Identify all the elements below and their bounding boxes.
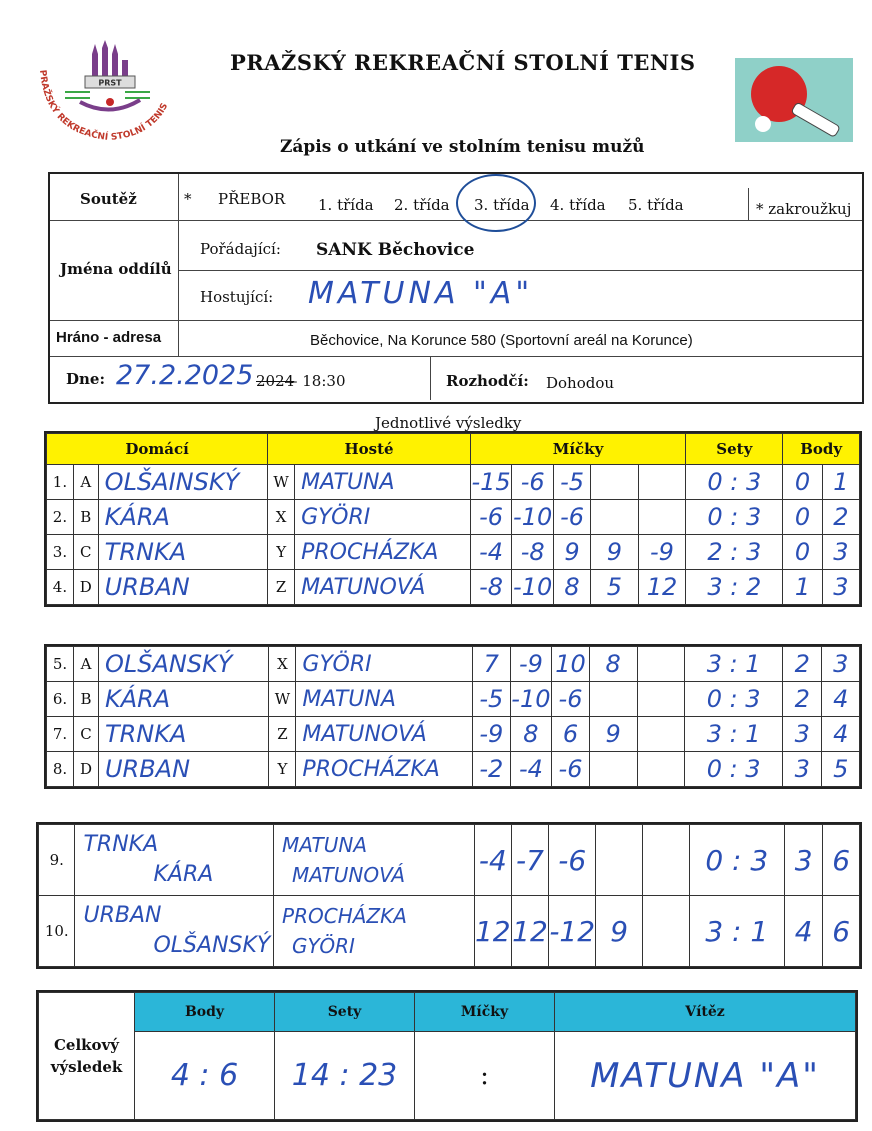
away-player: MATUNOVÁ — [295, 570, 471, 605]
ball-score: -8 — [470, 570, 512, 605]
sets-score: 0 : 3 — [686, 465, 783, 500]
level-4: 4. třída — [550, 196, 606, 214]
summary-label-line1: Celkový — [53, 1036, 119, 1054]
match-number: 4. — [47, 570, 74, 605]
away-pair-player-2: MATUNOVÁ — [292, 863, 406, 887]
match-number: 7. — [47, 717, 74, 752]
match-number: 1. — [47, 465, 74, 500]
home-slot: C — [74, 717, 99, 752]
date-label: Dne: — [66, 370, 105, 388]
summary-h-sety: Sety — [275, 993, 415, 1032]
points-away: 6 — [823, 825, 860, 896]
summary-micky: : — [415, 1032, 555, 1120]
sets-score: 3 : 1 — [685, 647, 783, 682]
ball-score: 9 — [591, 535, 639, 570]
sets-score: 0 : 3 — [689, 825, 784, 896]
home-player: KÁRA — [98, 682, 268, 717]
ball-score: -10 — [512, 570, 554, 605]
away-slot: W — [269, 682, 296, 717]
home-slot: D — [74, 752, 99, 787]
summary-label — [39, 993, 135, 1120]
away-pair — [274, 825, 475, 896]
home-slot: B — [74, 682, 99, 717]
result-row — [47, 570, 860, 605]
ball-score: -6 — [553, 500, 590, 535]
away-label: Hostující: — [200, 288, 274, 306]
match-date: 27.2.2025 — [116, 360, 254, 391]
home-pair — [75, 896, 274, 967]
home-player: KÁRA — [98, 500, 268, 535]
level-2: 2. třída — [394, 196, 450, 214]
level-5: 5. třída — [628, 196, 684, 214]
competition-star: * — [184, 190, 192, 208]
sets-score: 2 : 3 — [686, 535, 783, 570]
summary-h-body: Body — [135, 993, 275, 1032]
home-pair-player-2: KÁRA — [153, 862, 214, 887]
summary-winner: MATUNA "A" — [555, 1032, 856, 1120]
header-home: Domácí — [47, 434, 268, 465]
ball-score: -10 — [510, 682, 552, 717]
ball-score — [643, 825, 690, 896]
header-points: Body — [783, 434, 860, 465]
points-away: 1 — [822, 465, 859, 500]
match-number: 8. — [47, 752, 74, 787]
sets-score: 0 : 3 — [686, 500, 783, 535]
sets-score: 3 : 1 — [689, 896, 784, 967]
points-home: 3 — [784, 825, 823, 896]
result-row — [47, 752, 860, 787]
form-subtitle: Zápis o utkání ve stolním tenisu mužů — [280, 137, 645, 157]
result-row — [47, 682, 860, 717]
venue-label: Hráno - adresa — [56, 329, 162, 346]
away-slot: Z — [268, 570, 295, 605]
ball-score — [638, 500, 686, 535]
ball-score — [596, 825, 643, 896]
doubles-table — [36, 822, 862, 969]
points-home: 0 — [783, 500, 822, 535]
ball-score: 9 — [553, 535, 590, 570]
level-prebor: PŘEBOR — [218, 190, 286, 208]
away-pair — [274, 896, 475, 967]
home-slot: B — [73, 500, 98, 535]
ball-score — [591, 500, 639, 535]
ball-score: 7 — [473, 647, 510, 682]
result-row — [47, 465, 860, 500]
away-pair-player-1: PROCHÁZKA — [282, 904, 407, 928]
away-player: GYÖRI — [296, 647, 473, 682]
level-1: 1. třída — [318, 196, 374, 214]
points-away: 3 — [822, 647, 860, 682]
away-pair-player-2: GYÖRI — [292, 934, 355, 958]
ball-score: -4 — [470, 535, 512, 570]
ping-pong-icon — [735, 58, 853, 142]
points-home: 0 — [783, 465, 822, 500]
ball-score: -9 — [473, 717, 510, 752]
teams-label: Jména oddílů — [60, 260, 172, 278]
doubles-row — [39, 825, 860, 896]
result-row — [47, 717, 860, 752]
summary-h-vitez: Vítěz — [555, 993, 856, 1032]
result-row — [47, 500, 860, 535]
ball-score: 8 — [589, 647, 637, 682]
match-time: – 18:30 — [290, 372, 346, 390]
points-home: 0 — [783, 535, 822, 570]
away-player: MATUNA — [295, 465, 471, 500]
summary-sety: 14 : 23 — [275, 1032, 415, 1120]
points-home: 2 — [782, 682, 821, 717]
referee-label: Rozhodčí: — [446, 372, 529, 390]
sets-score: 0 : 3 — [685, 682, 783, 717]
home-player: OLŠANSKÝ — [98, 647, 268, 682]
prst-logo — [30, 40, 180, 150]
results-table-1 — [44, 431, 862, 607]
match-number: 3. — [47, 535, 74, 570]
results-table-2 — [44, 644, 862, 789]
home-player: URBAN — [98, 570, 268, 605]
org-title: PRAŽSKÝ REKREAČNÍ STOLNÍ TENIS — [230, 50, 696, 75]
competition-label: Soutěž — [80, 190, 137, 208]
results-header — [47, 434, 860, 465]
ball-score: -6 — [552, 682, 589, 717]
ball-score: -5 — [473, 682, 510, 717]
ball-score — [589, 682, 637, 717]
ball-score: -6 — [552, 752, 589, 787]
ball-score — [637, 752, 685, 787]
ball-score: 5 — [591, 570, 639, 605]
sets-score: 3 : 2 — [686, 570, 783, 605]
home-player: TRNKA — [98, 717, 268, 752]
ball-score — [591, 465, 639, 500]
away-slot: Y — [268, 535, 295, 570]
match-number: 10. — [39, 896, 75, 967]
result-row — [47, 535, 860, 570]
ball-score — [637, 682, 685, 717]
points-away: 6 — [823, 896, 860, 967]
ball-score: -6 — [512, 465, 554, 500]
home-label: Pořádající: — [200, 240, 281, 258]
points-away: 3 — [822, 535, 859, 570]
venue-address: Běchovice, Na Korunce 580 (Sportovní areál na Korunce) — [310, 332, 693, 349]
ball-score: -5 — [553, 465, 590, 500]
ball-score: -8 — [512, 535, 554, 570]
ball-score: -6 — [470, 500, 512, 535]
away-slot: X — [268, 500, 295, 535]
ball-score: -9 — [638, 535, 686, 570]
printed-year: 2024 — [256, 372, 295, 390]
ball-score — [637, 647, 685, 682]
ball-score: 8 — [553, 570, 590, 605]
ball-score: -10 — [512, 500, 554, 535]
away-player: PROCHÁZKA — [296, 752, 473, 787]
ball-score: -4 — [510, 752, 552, 787]
ball-score — [589, 752, 637, 787]
ball-score: -4 — [474, 825, 511, 896]
ball-score: 10 — [552, 647, 589, 682]
level-3: 3. třída — [474, 196, 530, 214]
away-player: PROCHÁZKA — [295, 535, 471, 570]
home-slot: A — [74, 647, 99, 682]
home-player: OLŠAINSKÝ — [98, 465, 268, 500]
header-sets: Sety — [686, 434, 783, 465]
points-home: 3 — [782, 752, 821, 787]
points-home: 3 — [782, 717, 821, 752]
away-slot: W — [268, 465, 295, 500]
match-number: 6. — [47, 682, 74, 717]
match-info — [48, 172, 864, 404]
home-pair — [75, 825, 274, 896]
home-slot: A — [73, 465, 98, 500]
points-home: 4 — [784, 896, 823, 967]
home-slot: D — [73, 570, 98, 605]
ball-score: 12 — [638, 570, 686, 605]
away-slot: Z — [269, 717, 296, 752]
points-away: 5 — [822, 752, 860, 787]
logo-ring-text: PRAŽSKÝ REKREAČNÍ STOLNÍ TENIS — [36, 69, 171, 144]
away-slot: X — [269, 647, 296, 682]
points-away: 2 — [822, 500, 859, 535]
ball-score: 9 — [589, 717, 637, 752]
home-slot: C — [73, 535, 98, 570]
home-team: SANK Běchovice — [316, 240, 475, 260]
away-team: MATUNA "A" — [308, 276, 534, 311]
summary-box — [36, 990, 858, 1122]
away-slot: Y — [269, 752, 296, 787]
ball-score: 12 — [474, 896, 511, 967]
points-home: 2 — [782, 647, 821, 682]
results-caption: Jednotlivé výsledky — [375, 414, 522, 432]
ball-score: -12 — [549, 896, 596, 967]
points-away: 4 — [822, 717, 860, 752]
ball-score: -6 — [549, 825, 596, 896]
away-player: MATUNOVÁ — [296, 717, 473, 752]
summary-label-line2: výsledek — [50, 1058, 123, 1076]
points-home: 1 — [783, 570, 822, 605]
ball-score — [643, 896, 690, 967]
home-player: TRNKA — [98, 535, 268, 570]
away-player: MATUNA — [296, 682, 473, 717]
referee: Dohodou — [546, 374, 615, 392]
ball-score: -15 — [470, 465, 512, 500]
match-number: 5. — [47, 647, 74, 682]
ball-score: 9 — [596, 896, 643, 967]
ball-score: -2 — [473, 752, 510, 787]
ball-score: 6 — [552, 717, 589, 752]
home-pair-player-2: OLŠANSKÝ — [153, 933, 271, 958]
points-away: 3 — [822, 570, 859, 605]
match-number: 9. — [39, 825, 75, 896]
ball-score: -9 — [510, 647, 552, 682]
summary-body: 4 : 6 — [135, 1032, 275, 1120]
header-away: Hosté — [268, 434, 471, 465]
logo-text: PRST — [98, 78, 122, 88]
ball-score — [638, 465, 686, 500]
doubles-row — [39, 896, 860, 967]
header-balls: Míčky — [470, 434, 685, 465]
home-pair-player-1: TRNKA — [83, 832, 159, 857]
sets-score: 3 : 1 — [685, 717, 783, 752]
away-pair-player-1: MATUNA — [282, 833, 368, 857]
summary-h-micky: Míčky — [415, 993, 555, 1032]
ball-score — [637, 717, 685, 752]
ball-score: 8 — [510, 717, 552, 752]
away-player: GYÖRI — [295, 500, 471, 535]
ball-score: -7 — [511, 825, 548, 896]
circle-note: * zakroužkuj — [756, 200, 852, 218]
home-pair-player-1: URBAN — [83, 903, 162, 928]
sets-score: 0 : 3 — [685, 752, 783, 787]
points-away: 4 — [822, 682, 860, 717]
result-row — [47, 647, 860, 682]
ball-score: 12 — [511, 896, 548, 967]
match-number: 2. — [47, 500, 74, 535]
home-player: URBAN — [98, 752, 268, 787]
